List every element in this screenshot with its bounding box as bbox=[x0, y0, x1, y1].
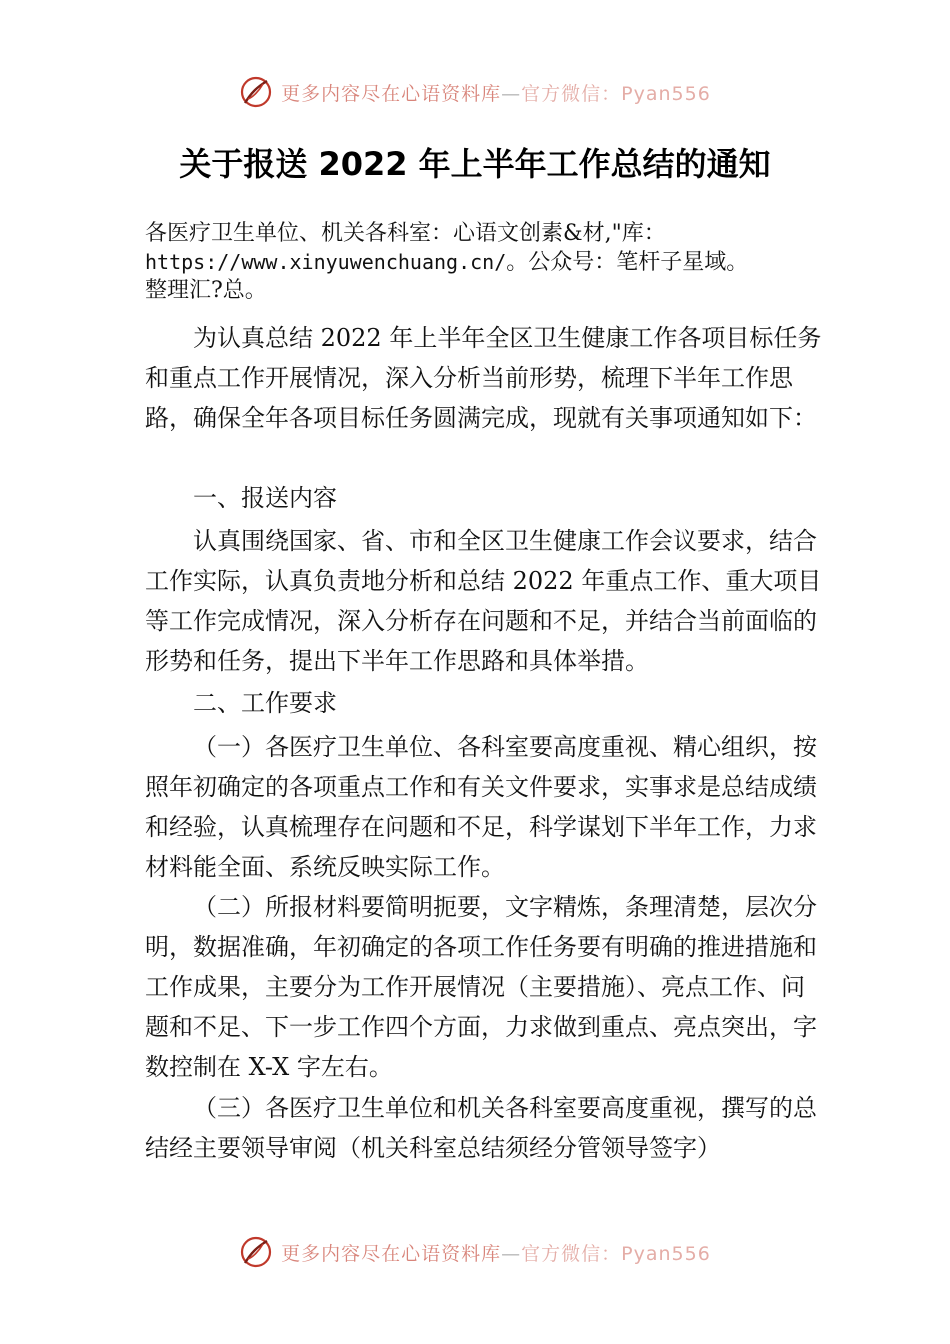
feather-logo-icon bbox=[239, 75, 273, 109]
footer-wechat-text: 官方微信：Pyan556 bbox=[521, 1242, 711, 1265]
header-dash: — bbox=[501, 82, 522, 105]
header-wechat-text: 官方微信：Pyan556 bbox=[521, 82, 711, 105]
footer-watermark-banner bbox=[0, 1232, 950, 1272]
footer-watermark-text bbox=[281, 1239, 711, 1266]
header-brand-text: 更多内容尽在心语资料库 bbox=[281, 82, 502, 105]
paragraph-requirement-3: （三）各医疗卫生单位和机关各科室要高度重视，撰写的总结经主要领导审阅（机关科室总结须经分管领导签字） bbox=[145, 1094, 817, 1162]
addressee-block bbox=[145, 220, 825, 305]
addressee-line-1: 各医疗卫生单位、机关各科室：心语文创素&材,"库： bbox=[145, 221, 666, 246]
document-title: 关于报送 2022 年上半年工作总结的通知 bbox=[179, 145, 771, 183]
addressee-line-3: 整理汇?总。 bbox=[145, 278, 267, 303]
addressee-url: https://www.xinyuwenchuang.cn/ bbox=[145, 250, 507, 274]
paragraph-content: 认真围绕国家、省、市和全区卫生健康工作会议要求，结合工作实际，认真负责地分析和总结 2022 年重点工作、重大项目等工作完成情况，深入分析存在问题和不足，并结合当前面临的形势和任务，提出下半年工作思路和具体举措。 bbox=[145, 527, 822, 675]
paragraph-requirement-1: （一）各医疗卫生单位、各科室要高度重视、精心组织，按照年初确定的各项重点工作和有关文件要求，实事求是总结成绩和经验，认真梳理存在问题和不足，科学谋划下半年工作，力求材料能全面、系统反映实际工作。 bbox=[145, 733, 817, 881]
paragraph-intro: 为认真总结 2022 年上半年全区卫生健康工作各项目标任务和重点工作开展情况，深入分析当前形势，梳理下半年工作思路，确保全年各项目标任务圆满完成，现就有关事项通知如下： bbox=[145, 324, 822, 432]
header-watermark-banner bbox=[0, 72, 950, 112]
feather-logo-icon bbox=[239, 1235, 273, 1269]
section-heading-content: 一、报送内容 bbox=[193, 484, 337, 512]
footer-dash: — bbox=[501, 1242, 522, 1265]
footer-brand-text: 更多内容尽在心语资料库 bbox=[281, 1242, 502, 1265]
addressee-line-2: 。公众号：笔杆子星域。 bbox=[506, 250, 749, 275]
header-watermark-text bbox=[281, 79, 711, 106]
paragraph-requirement-2: （二）所报材料要简明扼要，文字精炼，条理清楚，层次分明，数据准确，年初确定的各项工作任务要有明确的推进措施和工作成果，主要分为工作开展情况（主要措施）、亮点工作、问题和不足、下一步工作四个方面，力求做到重点、亮点突出，字数控制在 X-X 字左右。 bbox=[145, 893, 817, 1081]
section-heading-requirements: 二、工作要求 bbox=[193, 689, 337, 717]
